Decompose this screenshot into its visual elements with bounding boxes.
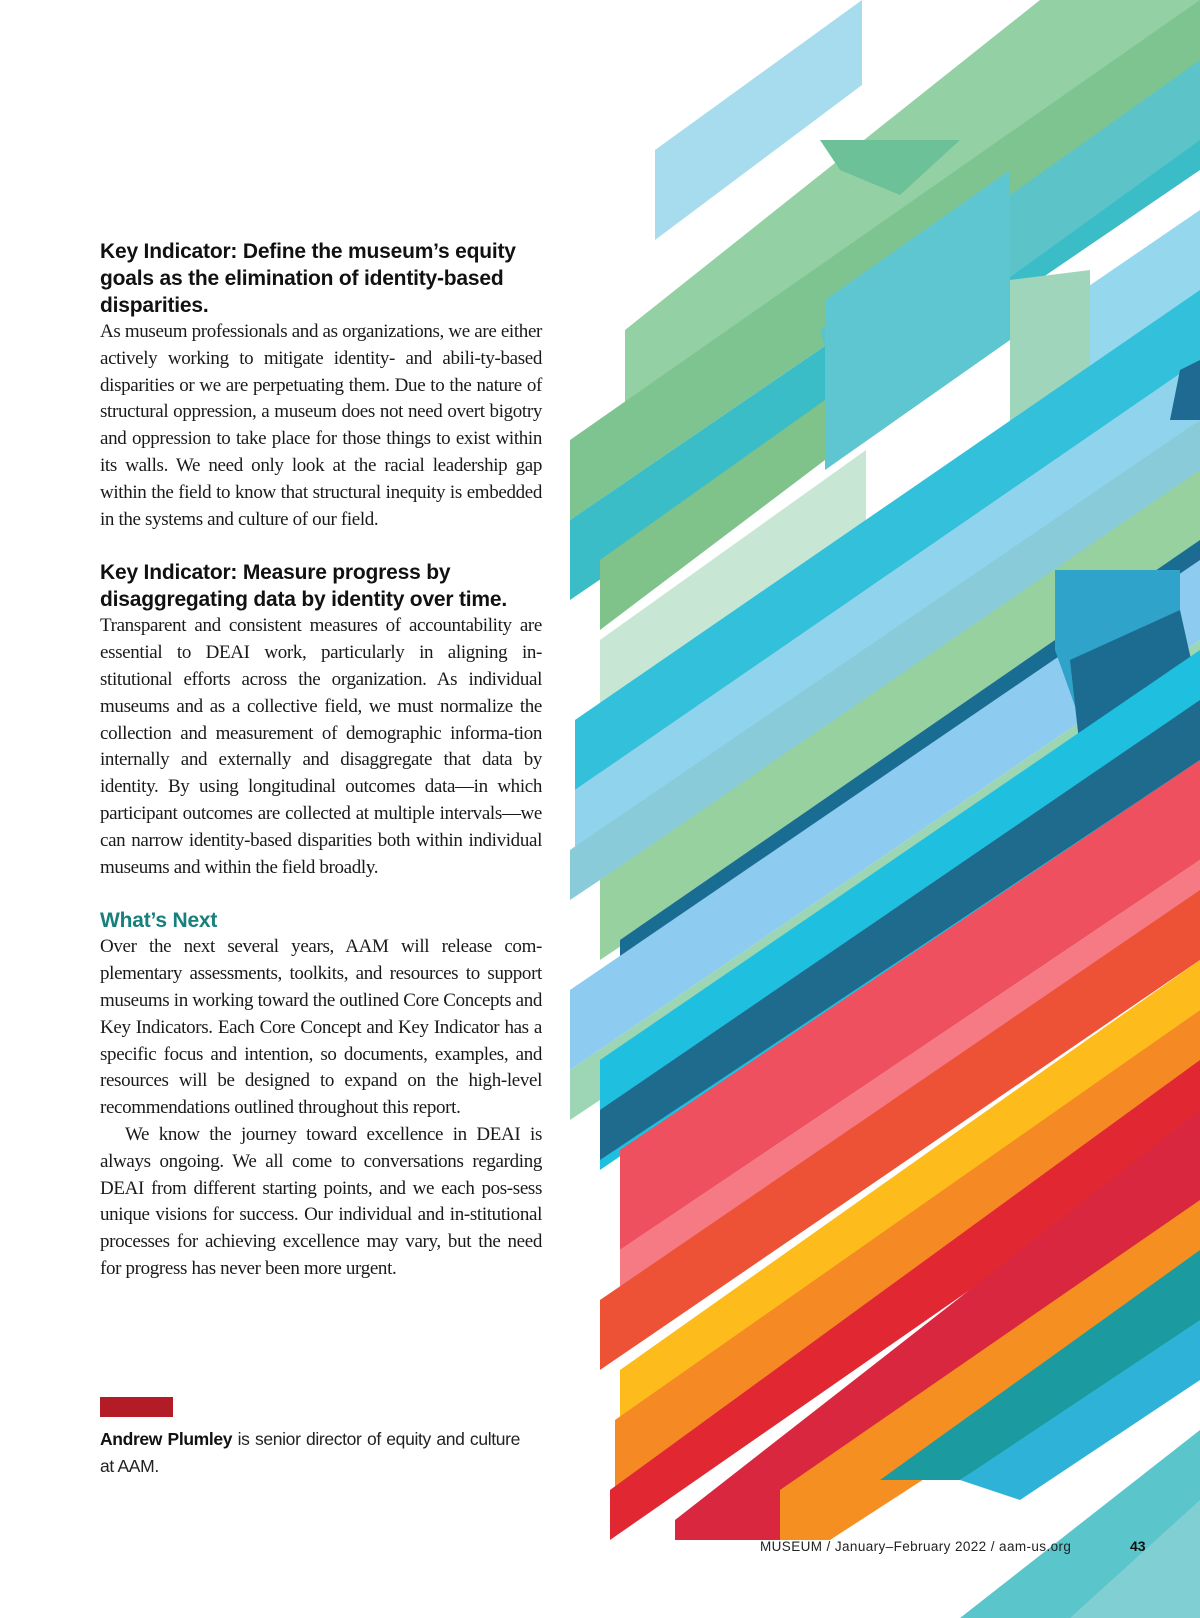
whats-next-heading: What’s Next [100,909,218,933]
author-accent-bar [100,1397,173,1417]
section-whats-next [100,907,542,1282]
page-footer: MUSEUM / January–February 2022 / aam-us.org [760,1539,1072,1554]
author-description: is senior director of equity and culture at AAM. [100,1429,520,1476]
page-number: 43 [1130,1538,1146,1554]
equity-goals-heading: Key Indicator: Define the museum’s equity goals as the elimination of identity-based disparities. [100,240,516,317]
measure-progress-paragraph: Transparent and consistent measures of accountability are essential to DEAI work, particularly in aligning in-stitutional efforts across the organization. As individual museums and as a collective field, we must normalize the collection and measurement of demographic informa-tion internally and externally and disaggregate that data by identity. By using longitudinal outcomes data—in which participant outcomes are collected at multiple intervals—we can narrow identity-based disparities both within individual museums and within the field broadly. [100,615,542,878]
author-name: Andrew Plumley [100,1429,233,1449]
whats-next-paragraph-2: We know the journey toward excellence in DEAI is always ongoing. We all come to conversations regarding DEAI from different starting points, and we each pos-sess unique visions for success. Our individual and in-stitutional processes for achieving excellence may vary, but the need for progress has never been more urgent. [100,1123,542,1279]
equity-goals-paragraph: As museum professionals and as organizations, we are either actively working to mitigate identity- and abili-ty-based disparities or we are perpetuating them. Due to the nature of structural oppression, a museum does not need overt bigotry and oppression to take place for those things to exist within its walls. We need only look at the racial leadership gap within the field to know that structural inequity is embedded in the systems and culture of our field. [100,321,542,530]
article-column [100,238,542,1309]
section-equity-goals [100,238,542,533]
author-bio [100,1426,520,1480]
section-measure-progress [100,559,542,881]
whats-next-paragraph-1: Over the next several years, AAM will release com-plementary assessments, toolkits, and resources to support museums in working toward the outlined Core Concepts and Key Indicators. Each Core Concept and Key Indicator has a specific focus and intention, so documents, examples, and resources will be designed to expand on the high-level recommendations outlined throughout this report. [100,936,542,1119]
measure-progress-heading: Key Indicator: Measure progress by disaggregating data by identity over time. [100,561,508,612]
